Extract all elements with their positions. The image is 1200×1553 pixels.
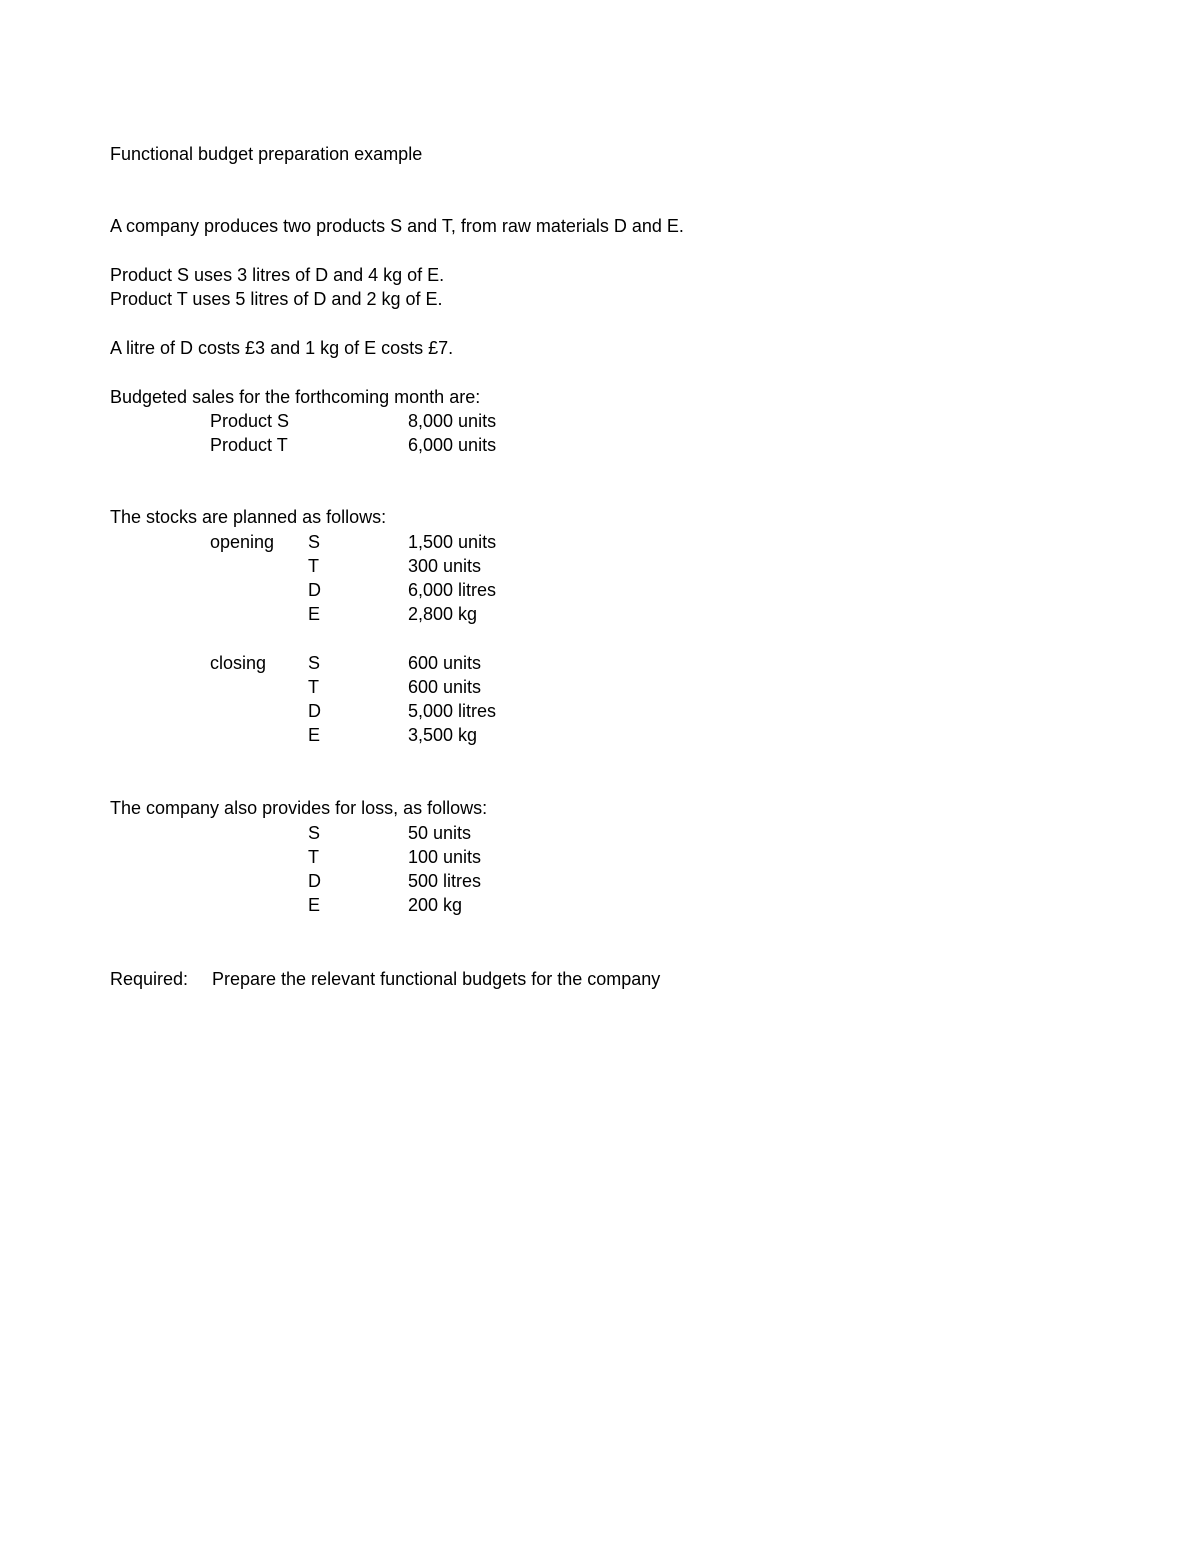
stock-item: D <box>308 701 321 721</box>
sales-heading: Budgeted sales for the forthcoming month are: <box>110 387 481 407</box>
loss-qty: 50 units <box>408 823 472 843</box>
stock-qty: 2,800 kg <box>408 604 478 624</box>
stock-item: E <box>308 725 321 745</box>
usage-line-product-s: Product S uses 3 litres of D and 4 kg of E. <box>110 265 445 285</box>
stock-qty: 5,000 litres <box>408 701 497 721</box>
document-title: Functional budget preparation example <box>110 144 423 164</box>
loss-item: D <box>308 871 321 891</box>
stock-qty: 600 units <box>408 653 482 673</box>
stock-item: T <box>308 677 319 697</box>
loss-qty: 500 litres <box>408 871 482 891</box>
stock-qty: 3,500 kg <box>408 725 478 745</box>
stock-qty: 300 units <box>408 556 482 576</box>
loss-qty: 200 kg <box>408 895 463 915</box>
stock-qty: 600 units <box>408 677 482 697</box>
stocks-heading: The stocks are planned as follows: <box>110 507 387 527</box>
stock-item: E <box>308 604 321 624</box>
stock-item: T <box>308 556 319 576</box>
intro-paragraph: A company produces two products S and T, from raw materials D and E. <box>110 216 684 236</box>
stock-item: D <box>308 580 321 600</box>
opening-stock-label: opening <box>210 532 275 552</box>
required-label: Required: <box>110 969 189 989</box>
sales-product-label: Product T <box>210 435 288 455</box>
costs-line: A litre of D costs £3 and 1 kg of E costs £7. <box>110 338 454 358</box>
stock-item: S <box>308 653 321 673</box>
loss-item: E <box>308 895 321 915</box>
sales-product-qty: 6,000 units <box>408 435 497 455</box>
stock-qty: 1,500 units <box>408 532 497 552</box>
stock-item: S <box>308 532 321 552</box>
sales-product-qty: 8,000 units <box>408 411 497 431</box>
stock-qty: 6,000 litres <box>408 580 497 600</box>
required-text: Prepare the relevant functional budgets for the company <box>212 969 661 989</box>
loss-item: S <box>308 823 321 843</box>
loss-heading: The company also provides for loss, as follows: <box>110 798 488 818</box>
loss-qty: 100 units <box>408 847 482 867</box>
sales-product-label: Product S <box>210 411 290 431</box>
usage-line-product-t: Product T uses 5 litres of D and 2 kg of E. <box>110 289 443 309</box>
loss-item: T <box>308 847 319 867</box>
closing-stock-label: closing <box>210 653 267 673</box>
